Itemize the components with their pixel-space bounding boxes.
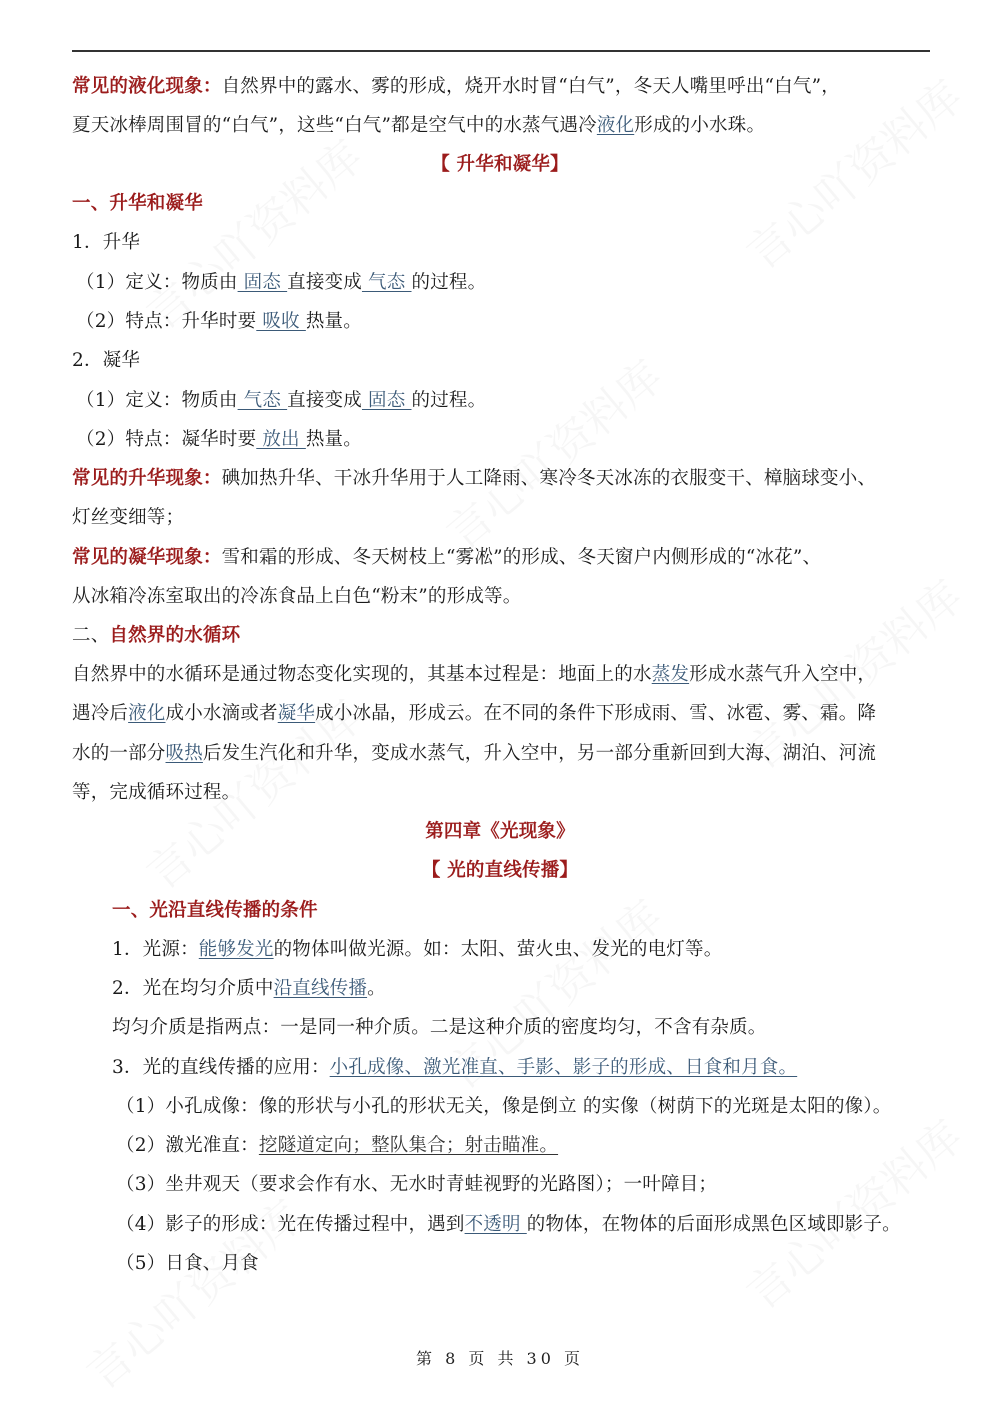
water-cycle-line-3: 水的一部分吸热后发生汽化和升华，变成水蒸气，升入空中，另一部分重新回到大海、湖泊、河流 [72, 743, 877, 764]
water-cycle-line-2: 遇冷后液化成小水滴或者凝华成小冰晶，形成云。在不同的条件下形成雨、雪、冰雹、雾、霜。降 [72, 703, 877, 724]
application-pinhole: （1）小孔成像：像的形状与小孔的形状无关，像是倒立 的实像（树荫下的光斑是太阳的像）。 [116, 1096, 892, 1117]
uniform-medium-note: 均匀介质是指两点：一是同一种介质。二是这种介质的密度均匀，不含有杂质。 [112, 1017, 767, 1038]
sublimation-phenomena-line-1: 常见的升华现象：碘加热升华、干冰升华用于人工降雨、寒冷冬天冰冻的衣服变干、樟脑球变小、 [72, 468, 877, 489]
light-source-line: 1．光源：能够发光的物体叫做光源。如：太阳、萤火虫、发光的电灯等。 [112, 939, 723, 960]
deposition-phenomena-line-2: 从冰箱冷冻室取出的冷冻食品上白色“粉末”的形成等。 [72, 586, 522, 607]
heading-water-cycle: 二、自然界的水循环 [72, 625, 241, 646]
sublimation-definition: （1）定义：物质由 固态 直接变成 气态 的过程。 [76, 272, 487, 293]
liquefaction-line-1: 常见的液化现象：自然界中的露水、雾的形成，烧开水时冒“白气”，冬天人嘴里呼出“白气”， [72, 76, 840, 97]
section-title-light: 【 光的直线传播】 [421, 860, 579, 881]
page-number: 第 8 页 共 30 页 [416, 1349, 584, 1368]
application-laser: （2）激光准直：挖隧道定向；整队集合；射击瞄准。 [116, 1135, 559, 1156]
chapter-title: 第四章《光现象》 [425, 821, 575, 842]
sublimation-feature: （2）特点：升华时要 吸收 热量。 [76, 311, 362, 332]
deposition-feature: （2）特点：凝华时要 放出 热量。 [76, 429, 362, 450]
water-cycle-line-4: 等，完成循环过程。 [72, 782, 241, 803]
deposition-definition: （1）定义：物质由 气态 直接变成 固态 的过程。 [76, 390, 487, 411]
uniform-medium-line: 2．光在均匀介质中沿直线传播。 [112, 978, 386, 999]
sublimation-phenomena-line-2: 灯丝变细等； [72, 507, 185, 528]
item-sublimation: 1．升华 [72, 232, 141, 253]
heading-light-propagation: 一、光沿直线传播的条件 [112, 900, 318, 921]
header-rule [72, 50, 930, 52]
watermark [730, 1103, 973, 1322]
water-cycle-line-1: 自然界中的水循环是通过物态变化实现的，其基本过程是：地面上的水蒸发形成水蒸气升入空中， [72, 664, 877, 685]
application-well: （3）坐井观天（要求会作有水、无水时青蛙视野的光路图）；一叶障目； [116, 1174, 718, 1195]
fill-answer: 液化 [596, 115, 635, 136]
liquefaction-label: 常见的液化现象： [72, 76, 222, 97]
deposition-phenomena-line-1: 常见的凝华现象：雪和霜的形成、冬天树枝上“雾凇”的形成、冬天窗户内侧形成的“冰花”、 [72, 547, 822, 568]
section-title-sublimation: 【 升华和凝华】 [431, 154, 569, 175]
application-shadow: （4）影子的形成：光在传播过程中，遇到不透明 的物体，在物体的后面形成黑色区域即影子。 [116, 1214, 901, 1235]
watermark [430, 343, 673, 562]
heading-sublimation: 一、升华和凝华 [72, 193, 203, 214]
application-eclipse: （5）日食、月食 [116, 1253, 259, 1274]
applications-line: 3．光的直线传播的应用：小孔成像、激光准直、手影、影子的形成、日食和月食。 [112, 1057, 798, 1078]
liquefaction-line-2: 夏天冰棒周围冒的“白气”，这些“白气”都是空气中的水蒸气遇冷液化形成的小水珠。 [72, 115, 766, 136]
item-deposition: 2．凝华 [72, 350, 141, 371]
